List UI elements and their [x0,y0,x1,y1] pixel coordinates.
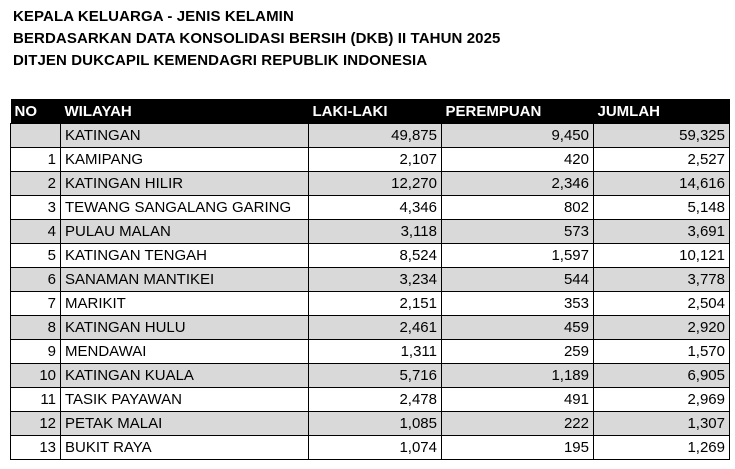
table-row [11,292,730,316]
table-row [11,436,730,460]
row-jumlah: 1,570 [594,340,730,364]
row-number: 9 [11,340,61,364]
row-wilayah: KATINGAN KUALA [61,364,309,388]
row-jumlah: 1,269 [594,436,730,460]
table-row [11,412,730,436]
row-jumlah: 1,307 [594,412,730,436]
row-wilayah: TASIK PAYAWAN [61,388,309,412]
row-laki-laki: 2,478 [309,388,442,412]
row-laki-laki: 12,270 [309,172,442,196]
row-perempuan: 573 [442,220,594,244]
row-jumlah: 6,905 [594,364,730,388]
row-laki-laki: 2,151 [309,292,442,316]
row-wilayah: KATINGAN HILIR [61,172,309,196]
row-perempuan: 1,189 [442,364,594,388]
row-number: 10 [11,364,61,388]
report-title-block [13,6,500,72]
column-header-laki-laki: LAKI-LAKI [309,99,442,124]
row-wilayah: KATINGAN HULU [61,316,309,340]
row-laki-laki: 1,085 [309,412,442,436]
row-wilayah: PULAU MALAN [61,220,309,244]
row-perempuan: 802 [442,196,594,220]
table-row [11,244,730,268]
row-jumlah: 14,616 [594,172,730,196]
table-row [11,340,730,364]
row-laki-laki: 8,524 [309,244,442,268]
population-table [10,99,730,460]
row-wilayah: PETAK MALAI [61,412,309,436]
row-jumlah: 2,504 [594,292,730,316]
row-number: 3 [11,196,61,220]
row-wilayah: KATINGAN TENGAH [61,244,309,268]
column-header-wilayah: WILAYAH [61,99,309,124]
row-laki-laki: 3,234 [309,268,442,292]
row-perempuan: 259 [442,340,594,364]
row-jumlah: 5,148 [594,196,730,220]
row-number: 8 [11,316,61,340]
row-wilayah: MARIKIT [61,292,309,316]
column-header-jumlah: JUMLAH [594,99,730,124]
row-perempuan: 222 [442,412,594,436]
row-jumlah: 10,121 [594,244,730,268]
table-row [11,148,730,172]
row-number: 11 [11,388,61,412]
row-number: 5 [11,244,61,268]
row-number: 12 [11,412,61,436]
table-row [11,316,730,340]
row-laki-laki: 4,346 [309,196,442,220]
row-jumlah: 2,969 [594,388,730,412]
column-header-perempuan: PEREMPUAN [442,99,594,124]
row-number: 4 [11,220,61,244]
row-wilayah: BUKIT RAYA [61,436,309,460]
row-wilayah: SANAMAN MANTIKEI [61,268,309,292]
row-jumlah: 59,325 [594,124,730,148]
table-row [11,268,730,292]
row-wilayah: KATINGAN [61,124,309,148]
report-source: DITJEN DUKCAPIL KEMENDAGRI REPUBLIK INDONESIA [13,52,428,69]
table-body [11,124,730,460]
row-laki-laki: 5,716 [309,364,442,388]
row-perempuan: 459 [442,316,594,340]
row-perempuan: 2,346 [442,172,594,196]
table-row [11,172,730,196]
row-laki-laki: 2,461 [309,316,442,340]
row-perempuan: 9,450 [442,124,594,148]
row-perempuan: 491 [442,388,594,412]
table-row [11,124,730,148]
row-laki-laki: 1,311 [309,340,442,364]
row-number: 6 [11,268,61,292]
row-laki-laki: 49,875 [309,124,442,148]
row-jumlah: 3,691 [594,220,730,244]
report-subtitle: BERDASARKAN DATA KONSOLIDASI BERSIH (DKB) II TAHUN 2025 [13,30,501,47]
row-laki-laki: 2,107 [309,148,442,172]
row-wilayah: KAMIPANG [61,148,309,172]
row-perempuan: 544 [442,268,594,292]
table-row [11,364,730,388]
row-jumlah: 3,778 [594,268,730,292]
row-wilayah: TEWANG SANGALANG GARING [61,196,309,220]
column-header-no: NO [11,99,61,124]
row-perempuan: 353 [442,292,594,316]
row-wilayah: MENDAWAI [61,340,309,364]
table-header-row [11,99,730,124]
row-number: 2 [11,172,61,196]
table-row [11,220,730,244]
row-perempuan: 1,597 [442,244,594,268]
row-laki-laki: 3,118 [309,220,442,244]
row-laki-laki: 1,074 [309,436,442,460]
table-row [11,196,730,220]
row-number: 1 [11,148,61,172]
row-jumlah: 2,527 [594,148,730,172]
row-perempuan: 195 [442,436,594,460]
table-row [11,388,730,412]
row-perempuan: 420 [442,148,594,172]
row-number: 7 [11,292,61,316]
report-title: KEPALA KELUARGA - JENIS KELAMIN [13,8,294,25]
row-number [11,124,61,148]
row-number: 13 [11,436,61,460]
row-jumlah: 2,920 [594,316,730,340]
